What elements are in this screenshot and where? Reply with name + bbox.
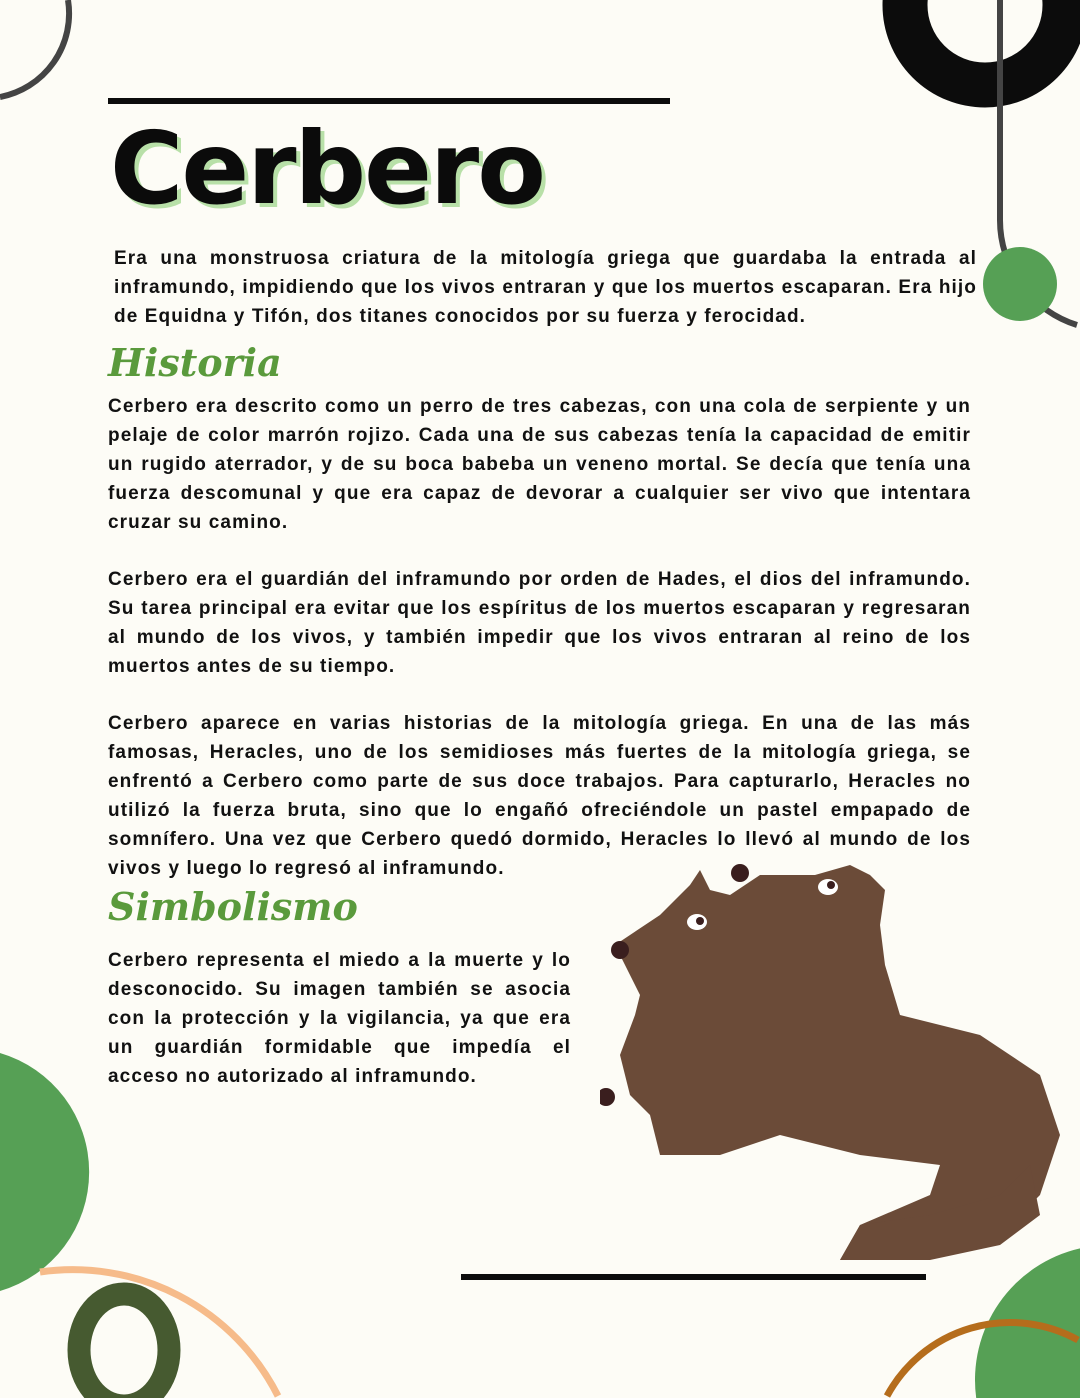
historia-paragraph-1: Cerbero era descrito como un perro de tres cabezas, con una cola de serpiente y un pelaje de color marrón rojizo. Cada una de sus cabezas tenía la capacidad de emitir un rugido aterrador, y de su boca babeba un veneno mortal. Se decía que tenía una fuerza descomunal y que era capaz de devorar a cualquier ser vivo que intentara cruzar su camino. [108,396,971,533]
historia-paragraph-3: Cerbero aparece en varias historias de la mitología griega. En una de las más famosas, Heracles, uno de los semidioses más fuertes de la mitología griega, se enfrentó a Cerbero como parte de sus doce trabajos. Para capturarlo, Heracles no utilizó la fuerza bruta, sino que lo engañó ofreciéndole un pastel empapado de somnífero. Una vez que Cerbero quedó dormido, Heracles lo llevó al mundo de los vivos y luego lo regresó al inframundo. [108,713,971,879]
top-rule [108,98,670,104]
simbolismo-paragraph: Cerbero representa el miedo a la muerte y lo desconocido. Su imagen también se asocia con la protección y la vigilancia, ya que era un guardián formidable que impedía el acceso no autorizado al inframundo. [108,950,571,1087]
top-left-arc [0,0,69,97]
dark-green-ring [68,1282,181,1398]
simbolismo-heading: Simbolismo [108,884,358,929]
cerberus-illustration [600,835,1070,1275]
page-title: Cerbero [110,110,544,227]
historia-paragraph-2: Cerbero era el guardián del inframundo por orden de Hades, el dios del inframundo. Su tarea principal era evitar que los espíritus de los muertos escaparan y regresaran al mundo de los vivos, y también impedir que los vivos entraran al reino de los muertos antes de su tiempo. [108,569,971,677]
cerberus-body [615,865,1060,1260]
intro-paragraph: Era una monstruosa criatura de la mitología griega que guardaba la entrada al inframundo, impidiendo que los vivos entraran y que los muertos escaparan. Era hijo de Equidna y Tifón, dos titanes conocidos por su fuerza y ferocidad. [114,248,977,327]
top-right-black-ring [905,0,1065,85]
left-green-circle [0,1053,89,1291]
historia-heading: Historia [108,340,282,385]
right-green-dot [983,247,1057,321]
